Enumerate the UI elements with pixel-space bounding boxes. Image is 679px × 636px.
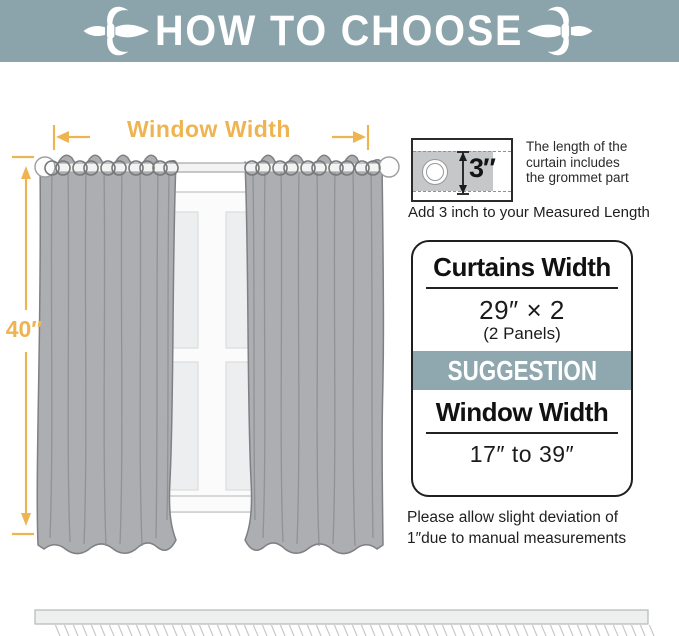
page-title: HOW TO CHOOSE (155, 6, 524, 55)
deviation-footnote: Please allow slight deviation of 1″due to manual measurements (407, 509, 627, 547)
fleur-de-lis-icon (522, 3, 618, 59)
grommet-measure-value: 3″ (469, 153, 495, 183)
suggestion-band: SUGGESTION (413, 351, 631, 390)
window-width-title: Window Width (435, 397, 609, 427)
size-chart-box (411, 240, 633, 497)
grommet-icon (422, 159, 448, 185)
curtains-width-title: Curtains Width (433, 252, 611, 282)
grommet-length-figure (411, 138, 513, 202)
rod-finial-right (379, 157, 399, 177)
header-banner (0, 0, 679, 62)
divider (426, 432, 618, 434)
divider (426, 287, 618, 289)
floor-hatching (55, 625, 655, 636)
height-measure-arrow (12, 157, 34, 534)
panels-note: (2 Panels) (483, 324, 561, 343)
add-length-note: Add 3 inch to your Measured Length (408, 204, 650, 221)
grommet-description: The length of the curtain includes the grommet part (526, 139, 629, 185)
curtain-panel-right (245, 155, 383, 553)
window-width-value: 17″ to 39″ (469, 441, 575, 467)
window-width-measure-label: Window Width (127, 116, 291, 142)
floor (35, 610, 655, 636)
curtains-width-value: 29″ × 2 (479, 295, 565, 325)
curtain-panel-left (37, 155, 176, 553)
curtain-height-measure-label: 40″ (5, 316, 43, 342)
